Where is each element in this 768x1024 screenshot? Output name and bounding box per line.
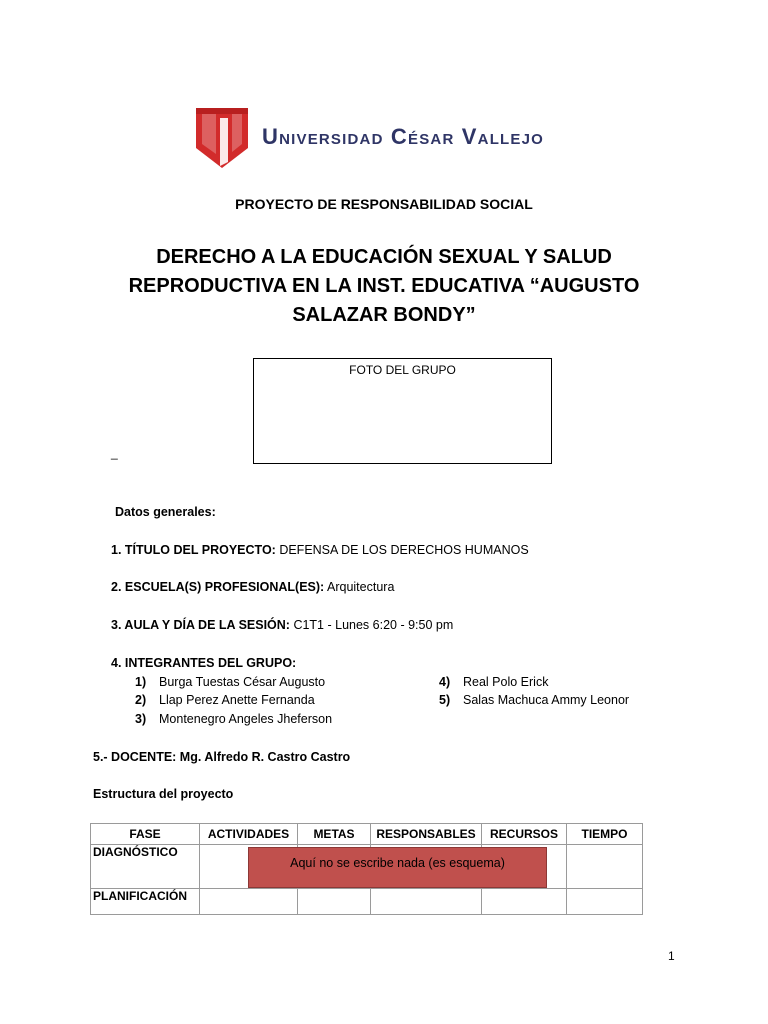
column-header: TIEMPO (567, 824, 643, 845)
phase-cell: DIAGNÓSTICO (91, 845, 200, 889)
member-number: 1) (135, 675, 147, 689)
stray-dash: _ (111, 446, 118, 460)
schema-note-box: Aquí no se escribe nada (es esquema) (248, 847, 547, 888)
structure-heading: Estructura del proyecto (93, 787, 234, 801)
member-number: 4) (439, 675, 451, 689)
member-name: Montenegro Angeles Jheferson (159, 712, 333, 726)
member-item (135, 712, 332, 726)
column-header: ACTIVIDADES (200, 824, 298, 845)
table-row (91, 889, 643, 915)
members-heading: 4. INTEGRANTES DEL GRUPO: (111, 656, 297, 670)
member-item (439, 693, 629, 707)
photo-label: FOTO DEL GRUPO (349, 363, 456, 377)
member-item (439, 675, 548, 689)
member-name: Real Polo Erick (463, 675, 549, 689)
member-name: Burga Tuestas César Augusto (159, 675, 326, 689)
title-line: REPRODUCTIVA EN LA INST. EDUCATIVA “AUGUSTO (128, 275, 640, 297)
member-number: 5) (439, 693, 451, 707)
document-subtitle: PROYECTO DE RESPONSABILIDAD SOCIAL (235, 196, 533, 212)
table-cell (200, 889, 298, 915)
general-data-heading: Datos generales: (115, 505, 216, 519)
column-header: FASE (91, 824, 200, 845)
project-title-value: DEFENSA DE LOS DERECHOS HUMANOS (275, 543, 529, 557)
column-header: RESPONSABLES (371, 824, 482, 845)
session-item (111, 618, 453, 632)
group-photo-placeholder (253, 358, 552, 464)
table-cell (298, 889, 371, 915)
session-value: C1T1 - Lunes 6:20 - 9:50 pm (289, 618, 454, 632)
table-cell (567, 845, 643, 889)
title-line: SALAZAR BONDY” (292, 304, 476, 326)
school-item (111, 580, 394, 594)
phase-cell: PLANIFICACIÓN (91, 889, 200, 915)
university-name: Universidad César Vallejo (262, 124, 545, 149)
page-number: 1 (668, 949, 675, 963)
table-cell (371, 889, 482, 915)
member-number: 3) (135, 712, 147, 726)
session-label: 3. AULA Y DÍA DE LA SESIÓN: (111, 618, 290, 632)
ucv-shield-icon (196, 108, 248, 168)
member-item (135, 675, 325, 689)
member-number: 2) (135, 693, 147, 707)
column-header: METAS (298, 824, 371, 845)
school-value: Arquitectura (324, 580, 395, 594)
project-title-label: 1. TÍTULO DEL PROYECTO: (111, 543, 276, 557)
university-logo (196, 106, 576, 168)
member-name: Salas Machuca Ammy Leonor (463, 693, 630, 707)
member-item (135, 693, 315, 707)
table-cell (567, 889, 643, 915)
school-label: 2. ESCUELA(S) PROFESIONAL(ES): (111, 580, 325, 594)
table-cell (482, 889, 567, 915)
project-title-item (111, 543, 529, 557)
document-title (120, 243, 648, 330)
member-name: Llap Perez Anette Fernanda (159, 693, 315, 707)
teacher-line: 5.- DOCENTE: Mg. Alfredo R. Castro Castro (93, 750, 351, 764)
column-header: RECURSOS (482, 824, 567, 845)
title-line: DERECHO A LA EDUCACIÓN SEXUAL Y SALUD (156, 246, 612, 268)
table-header-row (91, 824, 643, 845)
